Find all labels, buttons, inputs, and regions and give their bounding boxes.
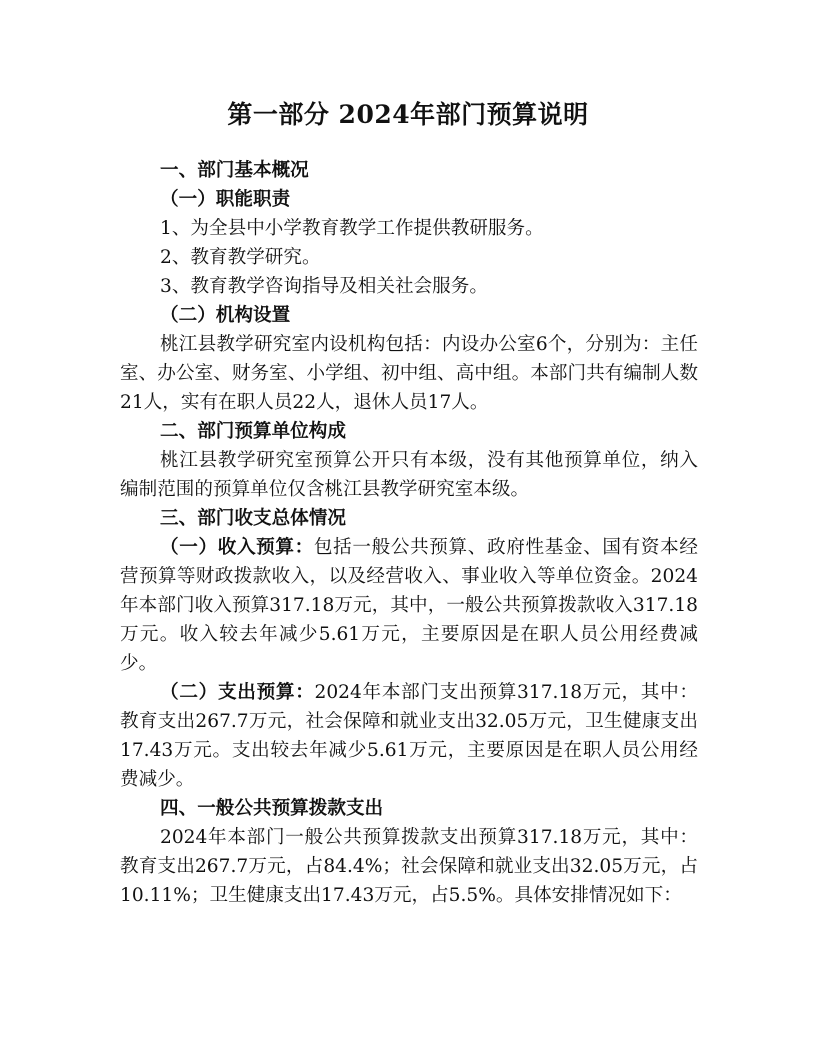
income-budget-text: 包括一般公共预算、政府性基金、国有资本经营预算等财政拨款收入，以及经营收入、事业收入等单位资金。2024年本部门收入预算317.18万元，其中，一般公共预算拨款收入317.18万元。收入较去年减少5.61万元，主要原因是在职人员公用经费减少。	[120, 537, 698, 674]
function-item-1: 1、为全县中小学教育教学工作提供教研服务。	[160, 218, 544, 239]
income-budget-label: （一）收入预算：	[160, 537, 314, 558]
section-heading-general-public-budget: 四、一般公共预算拨款支出	[160, 798, 384, 819]
organization-paragraph: 桃江县教学研究室内设机构包括：内设办公室6个，分别为：主任室、办公室、财务室、小学组、初中组、高中组。本部门共有编制人数21人，实有在职人员22人，退休人员17人。	[120, 334, 698, 413]
function-item-2: 2、教育教学研究。	[160, 247, 321, 268]
general-public-budget-paragraph: 2024年本部门一般公共预算拨款支出预算317.18万元，其中：教育支出267.7万元，占84.4%；社会保障和就业支出32.05万元，占10.11%；卫生健康支出17.43万元，占5.5%。具体安排情况如下：	[120, 827, 698, 906]
section-heading-budget-units: 二、部门预算单位构成	[160, 421, 346, 442]
expenditure-budget-text: 2024年本部门支出预算317.18万元，其中：教育支出267.7万元，社会保障和就业支出32.05万元，卫生健康支出17.43万元。支出较去年减少5.61万元，主要原因是在职人员公用经费减少。	[120, 682, 698, 790]
function-item-3: 3、教育教学咨询指导及相关社会服务。	[160, 276, 488, 297]
section-heading-income-expenditure: 三、部门收支总体情况	[160, 508, 346, 529]
document-body	[120, 156, 698, 910]
expenditure-budget-label: （二）支出预算：	[160, 682, 315, 703]
subsection-heading-functions: （一）职能职责	[160, 189, 291, 210]
section-heading-basic-overview: 一、部门基本概况	[160, 160, 309, 181]
subsection-heading-organization: （二）机构设置	[160, 305, 291, 326]
expenditure-budget-paragraph	[120, 678, 698, 794]
page-title: 第一部分 2024年部门预算说明	[227, 100, 589, 129]
income-budget-paragraph	[120, 533, 698, 678]
budget-units-paragraph: 桃江县教学研究室预算公开只有本级，没有其他预算单位，纳入编制范围的预算单位仅含桃江县教学研究室本级。	[120, 450, 698, 500]
